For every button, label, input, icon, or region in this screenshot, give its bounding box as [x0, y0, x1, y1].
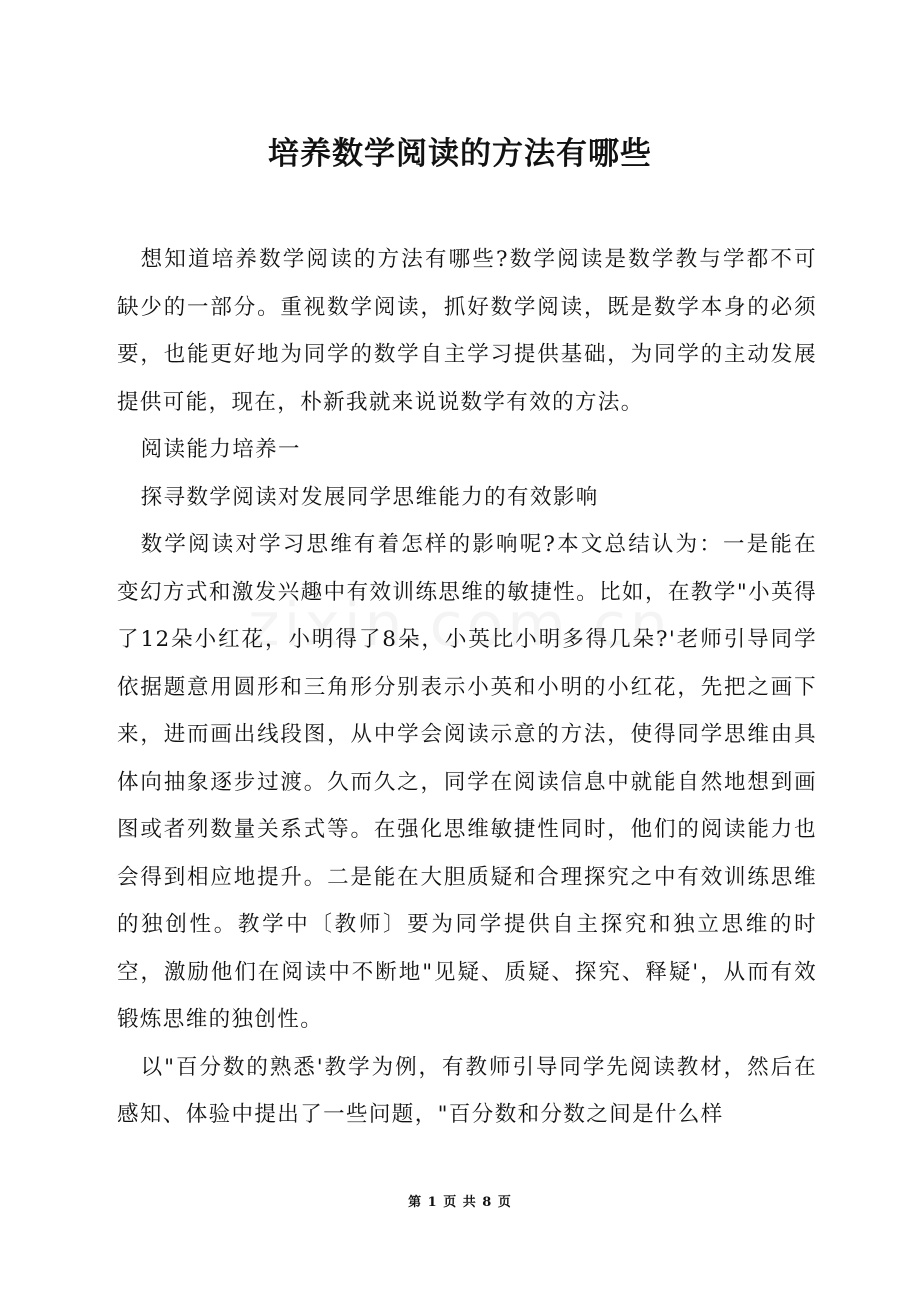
page-number-footer: 第 1 页 共 8 页	[408, 1195, 512, 1210]
paragraph-example: 以"百分数的熟悉'教学为例，有教师引导同学先阅读教材，然后在感知、体验中提出了一些问题，"百分数和分数之间是什么样	[117, 1054, 817, 1127]
section-heading: 阅读能力培养一	[140, 437, 301, 462]
document-body	[117, 236, 817, 1139]
paragraph-intro: 想知道培养数学阅读的方法有哪些?数学阅读是数学教与学都不可缺少的一部分。重视数学阅读，抓好数学阅读，既是数学本身的必须要，也能更好地为同学的数学自主学习提供基础，为同学的主动发展提供可能，现在，朴新我就来说说数学有效的方法。	[117, 247, 817, 415]
section-subheading: 探寻数学阅读对发展同学思维能力的有效影响	[140, 484, 599, 510]
document-title: 培养数学阅读的方法有哪些	[268, 136, 652, 172]
paragraph-body: 数学阅读对学习思维有着怎样的影响呢?本文总结认为：一是能在变幻方式和激发兴趣中有效训练思维的敏捷性。比如，在教学"小英得了12朵小红花，小明得了8朵，小英比小明多得几朵?'老师引导同学依据题意用圆形和三角形分别表示小英和小明的小红花，先把之画下来，进而画出线段图，从中学会阅读示意的方法，使得同学思维由具体向抽象逐步过渡。久而久之，同学在阅读信息中就能自然地想到画图或者列数量关系式等。在强化思维敏捷性同时，他们的阅读能力也会得到相应地提升。二是能在大胆质疑和合理探究之中有效训练思维的独创性。教学中〔教师〕要为同学提供自主探究和独立思维的时空，激励他们在阅读中不断地"见疑、质疑、探究、释疑'，从而有效锻炼思维的独创性。	[117, 532, 817, 1032]
